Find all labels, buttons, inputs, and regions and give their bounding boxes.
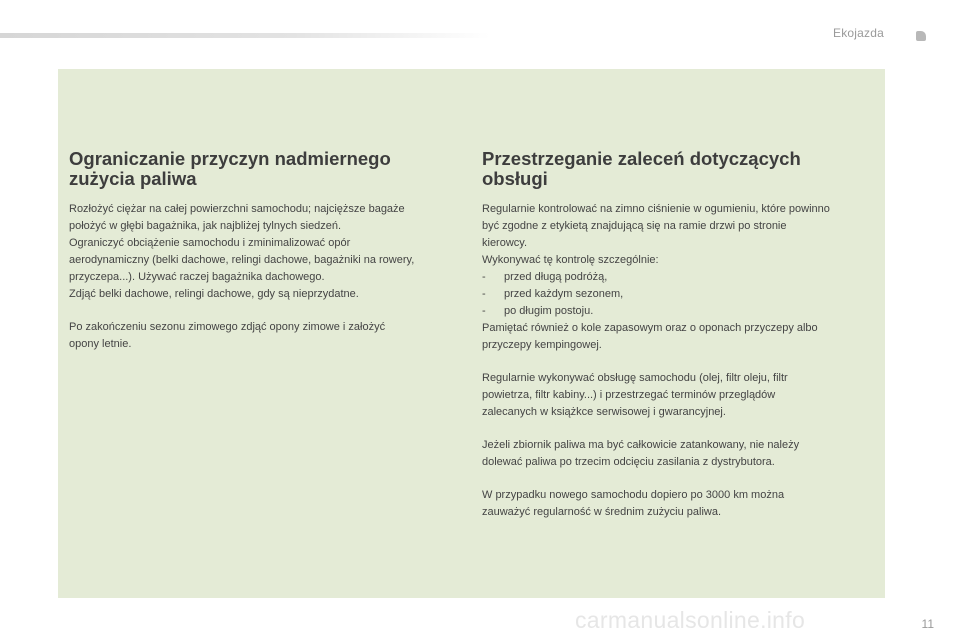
list-item: - przed długą podróżą, xyxy=(482,271,608,283)
text-line: Regularnie kontrolować na zimno ciśnienie w ogumieniu, które powinno xyxy=(482,203,830,215)
title-line: obsługi xyxy=(482,168,548,189)
right-title xyxy=(482,149,878,189)
paragraph xyxy=(482,487,878,521)
text-line: Jeżeli zbiornik paliwa ma być całkowicie zatankowany, nie należy xyxy=(482,439,800,451)
text-line: przyczepa...). Używać raczej bagażnika dachowego. xyxy=(69,271,325,283)
right-column xyxy=(482,149,878,537)
paragraph xyxy=(482,437,878,471)
text-line: zalecanych w książkce serwisowej i gwarancyjnej. xyxy=(482,406,726,418)
content-panel xyxy=(58,69,885,598)
text-line: położyć w głębi bagażnika, jak najbliżej tylnych siedzeń. xyxy=(69,220,342,232)
text-line: W przypadku nowego samochodu dopiero po 3000 km można xyxy=(482,489,785,501)
page-number: 11 xyxy=(921,617,934,631)
text-line: być zgodne z etykietą znajdującą się na ramie drzwi po stronie xyxy=(482,220,787,232)
text-line: Ograniczyć obciążenie samochodu i zminimalizować opór xyxy=(69,237,351,249)
text-line: przyczepy kempingowej. xyxy=(482,339,602,351)
corner-tab-icon xyxy=(916,31,926,41)
text-line: aerodynamiczny (belki dachowe, relingi dachowe, bagażniki na rowery, xyxy=(69,254,415,266)
paragraph xyxy=(482,201,878,354)
text-line: Pamiętać również o kole zapasowym oraz o oponach przyczepy albo xyxy=(482,322,818,334)
text-line: dolewać paliwa po trzecim odcięciu zasilania z dystrybutora. xyxy=(482,456,775,468)
text-line: zauważyć regularność w średnim zużyciu paliwa. xyxy=(482,506,722,518)
paragraph xyxy=(482,370,878,421)
header-rule xyxy=(0,33,490,38)
text-line: Rozłożyć ciężar na całej powierzchni samochodu; najcięższe bagaże xyxy=(69,203,405,215)
title-line: Ograniczanie przyczyn nadmiernego xyxy=(69,148,391,169)
title-line: Przestrzeganie zaleceń dotyczących xyxy=(482,148,801,169)
list-item: - po długim postoju. xyxy=(482,305,594,317)
title-line: zużycia paliwa xyxy=(69,168,197,189)
left-column xyxy=(69,149,459,369)
left-title xyxy=(69,149,459,189)
text-line: Regularnie wykonywać obsługę samochodu (olej, filtr oleju, filtr xyxy=(482,372,788,384)
paragraph xyxy=(69,201,459,303)
paragraph xyxy=(69,319,459,353)
watermark: carmanualsonline.info xyxy=(575,607,806,633)
text-line: Po zakończeniu sezonu zimowego zdjąć opony zimowe i założyć xyxy=(69,321,386,333)
list-item: - przed każdym sezonem, xyxy=(482,288,624,300)
text-line: kierowcy. xyxy=(482,237,528,249)
text-line: powietrza, filtr kabiny...) i przestrzegać terminów przeglądów xyxy=(482,389,776,401)
section-label: Ekojazda xyxy=(833,26,884,40)
text-line: Zdjąć belki dachowe, relingi dachowe, gdy są nieprzydatne. xyxy=(69,288,359,300)
text-line: opony letnie. xyxy=(69,338,132,350)
text-line: Wykonywać tę kontrolę szczególnie: xyxy=(482,254,659,266)
